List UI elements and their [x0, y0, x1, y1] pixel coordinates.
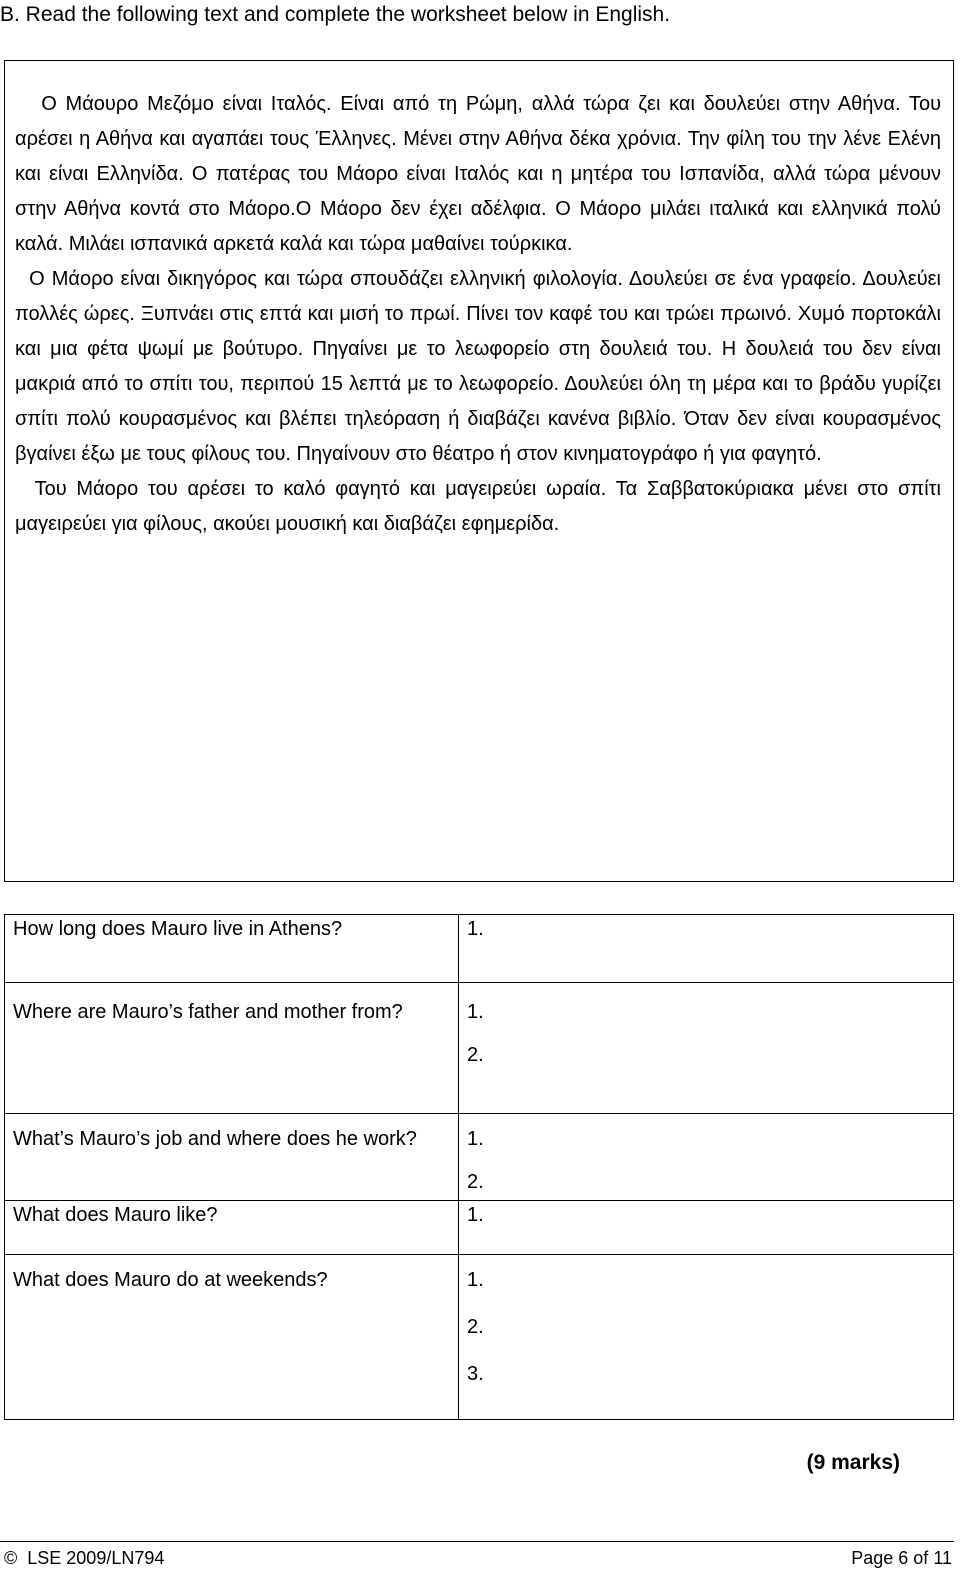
answer-number: 3. — [467, 1363, 484, 1385]
worksheet-row — [5, 983, 954, 1114]
answer-number: 2. — [467, 1044, 484, 1066]
worksheet-question: How long does Mauro live in Athens? — [5, 915, 459, 983]
passage-paragraph-3: Του Μάορο του αρέσει το καλό φαγητό και μαγειρεύει ωραία. Τα Σαββατοκύριακα μένει στο σπίτι μαγειρεύει για φίλους, ακούει μουσική και διαβάζει εφημερίδα. — [15, 478, 941, 535]
answer-number: 1. — [467, 1204, 484, 1226]
worksheet-answer-cell[interactable] — [459, 1255, 954, 1420]
answer-number: 2. — [467, 1316, 484, 1338]
footer-document-code: LSE 2009/LN794 — [27, 1548, 165, 1568]
reading-passage-box — [4, 60, 954, 882]
footer-divider — [0, 1541, 954, 1542]
worksheet-row — [5, 915, 954, 983]
worksheet-row — [5, 1201, 954, 1255]
footer-page-number: Page 6 of 11 — [851, 1548, 952, 1568]
reading-passage — [15, 87, 941, 542]
answer-number: 1. — [467, 1128, 484, 1150]
worksheet-row — [5, 1255, 954, 1420]
worksheet-answer-cell[interactable] — [459, 983, 954, 1114]
answer-number: 2. — [467, 1171, 484, 1193]
worksheet-answer-cell[interactable] — [459, 1201, 954, 1255]
worksheet-row — [5, 1114, 954, 1201]
worksheet-table — [4, 914, 954, 1420]
footer-copyright — [4, 1548, 164, 1569]
copyright-icon: © — [4, 1548, 18, 1568]
passage-paragraph-2: Ο Μάορο είναι δικηγόρος και τώρα σπουδάζει ελληνική φιλολογία. Δουλεύει σε ένα γραφείο. Δουλεύει πολλές ώρες. Ξυπνάει στις επτά και μισή το πρωί. Πίνει τον καφέ του και τρώει πρωινό. Χυμό πορτοκάλι και μια φέτα ψωμί με βούτυρο. Πηγαίνει με το λεωφορείο στη δουλειά του. Η δουλειά του δεν είναι μακριά από το σπίτι του, περιπού 15 λεπτά με το λεωφορείο. Δουλεύει όλη τη μέρα και το βράδυ γυρίζει σπίτι πολύ κουρασμένος και βλέπει τηλεόραση ή διαβάζει κανένα βιβλίο. Όταν δεν είναι κουρασμένος βγαίνει έξω με τους φίλους του. Πηγαίνουν στο θέατρο ή στον κινηματογράφο ή για φαγητό. — [15, 268, 941, 465]
worksheet-answer-cell[interactable] — [459, 915, 954, 983]
worksheet-question: What does Mauro do at weekends? — [5, 1255, 459, 1420]
worksheet-question: Where are Mauro’s father and mother from? — [5, 983, 459, 1114]
marks-label: (9 marks) — [806, 1451, 900, 1474]
worksheet-answer-cell[interactable] — [459, 1114, 954, 1201]
worksheet-question: What’s Mauro’s job and where does he work? — [5, 1114, 459, 1201]
worksheet-question: What does Mauro like? — [5, 1201, 459, 1255]
answer-number: 1. — [467, 1269, 484, 1291]
answer-number: 1. — [467, 1001, 484, 1023]
passage-paragraph-1: Ο Μάουρο Μεζόμο είναι Ιταλός. Είναι από τη Ρώμη, αλλά τώρα ζει και δουλεύει στην Αθήνα. Του αρέσει η Αθήνα και αγαπάει τους Έλληνες. Μένει στην Αθήνα δέκα χρόνια. Την φίλη του την λένε Ελένη και είναι Ελληνίδα. Ο πατέρας του Μάορο είναι Ιταλός και η μητέρα του Ισπανίδα, αλλά τώρα μένουν στην Αθήνα κοντά στο Μάορο.Ο Μάορο δεν έχει αδέλφια. Ο Μάορο μιλάει ιταλικά και ελληνικά πολύ καλά. Μιλάει ισπανικά αρκετά καλά και τώρα μαθαίνει τούρκικα. — [15, 93, 942, 255]
answer-number: 1. — [467, 918, 484, 940]
section-heading: B. Read the following text and complete the worksheet below in English. — [0, 3, 671, 26]
